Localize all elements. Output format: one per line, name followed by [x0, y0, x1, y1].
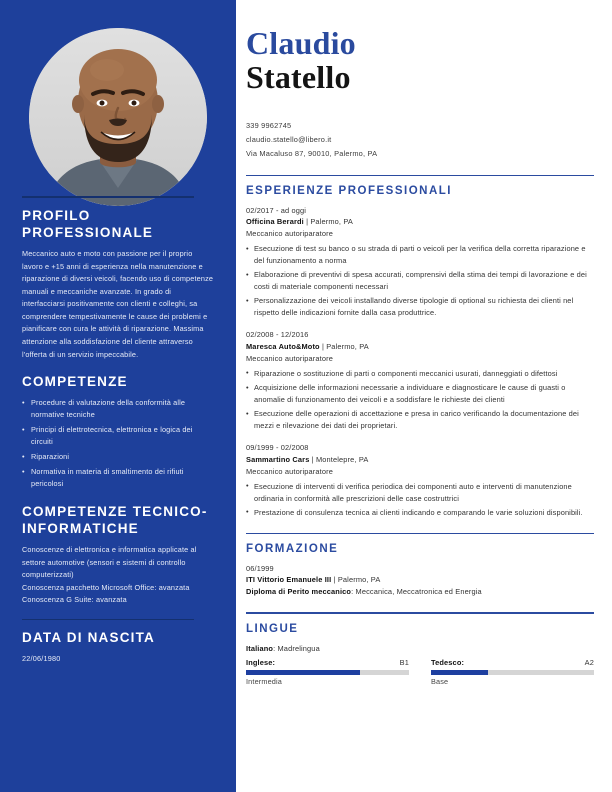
list-item: • Riparazione o sostituzione di parti o componenti meccanici usurati, danneggiati o difettosi: [246, 368, 594, 380]
section-divider: [246, 533, 594, 534]
school-location: Palermo, PA: [337, 575, 381, 585]
main-column: [246, 0, 594, 792]
language-item: [246, 658, 409, 686]
list-item: • Esecuzione delle operazioni di accettazione e presa in carico verificando la documentazione dei mezzi e rilevazione dei dati dei proprietari.: [246, 408, 594, 432]
last-name: Statello: [246, 59, 351, 96]
entry-bullets: [246, 481, 594, 519]
language-progress-track: [431, 670, 594, 675]
experience-entry: [246, 442, 594, 519]
language-level-badge: B1: [399, 658, 409, 668]
sidebar-section-birth: [22, 619, 214, 663]
company-location: Montelepre, PA: [315, 454, 369, 464]
company-location: Palermo, PA: [310, 217, 353, 227]
sidebar: [0, 0, 236, 792]
list-item: • Procedure di valutazione della conformità alle normative tecniche: [22, 397, 214, 420]
list-item: • Elaborazione di preventivi di spesa accurati, comprensivi della stima dei tempi di lavorazione e dei costi di materiale componenti necessari: [246, 269, 594, 293]
entry-organization: Officina Berardi | Palermo, PA: [246, 217, 353, 227]
company-name: Maresca Auto&Moto: [246, 341, 320, 351]
entry-bullets: [246, 243, 594, 319]
list-item: • Principi di elettrotecnica, elettronica e logica dei circuiti: [22, 424, 214, 447]
language-progress-fill: [431, 670, 488, 675]
list-item: • Esecuzione di test su banco o su strada di parti o veicoli per la verifica della corretta riparazione e del funzionamento a norma: [246, 243, 594, 267]
section-divider: [246, 612, 594, 613]
entry-organization: Maresca Auto&Moto | Palermo, PA: [246, 341, 369, 351]
language-description: Base: [431, 677, 449, 687]
list-item: • Acquisizione delle informazioni necessarie a individuare e diagnosticare le cause di guasti o anomalie di funzionamento dei veicoli e a soddisfare le richieste dei clienti: [246, 382, 594, 406]
education-heading: FORMAZIONE: [246, 542, 339, 555]
tech-skills-line: Conoscenza G Suite: avanzata: [22, 595, 127, 605]
portrait-illustration: [29, 28, 207, 206]
entry-date: 09/1999 - 02/2008: [246, 443, 309, 453]
tech-skills-line: Conoscenze di elettronica e informatica applicate al settore automotive (sensori e sistemi di controllo computerizzati): [22, 545, 197, 580]
languages-heading: LINGUE: [246, 622, 299, 635]
company-location: Palermo, PA: [326, 341, 369, 351]
list-item: • Normativa in materia di smaltimento dei rifiuti pericolosi: [22, 466, 214, 489]
entry-date: 02/2008 - 12/2016: [246, 330, 309, 340]
list-item: • Esecuzione di interventi di verifica periodica dei componenti auto e interventi di manutenzione ordinaria in conformità alle prescrizioni delle case costruttrici: [246, 481, 594, 505]
skills-list: [22, 397, 214, 489]
native-language-level: Madrelingua: [277, 643, 320, 653]
sidebar-section-skills: [22, 373, 214, 489]
name-block: [246, 0, 594, 94]
profile-text: Meccanico auto e moto con passione per il proprio lavoro e +15 anni di esperienza nella manutenzione e riparazione di diversi veicoli, facendo uso di competenze manuali e meccaniche avanzate. In grado di interfacciarsi positivamente con clienti e colleghi, sa comprendere tempestivamente le cause dei problemi e pianificare con cura le attività di riparazione. Massima attenzione alla soddisfazione del cliente attraverso l'offerta di un servizio impeccabile.: [22, 249, 214, 359]
native-language-name: Italiano: [246, 643, 274, 653]
section-divider: [246, 175, 594, 176]
skills-heading: COMPETENZE: [22, 374, 128, 390]
birth-date-value: 22/06/1980: [22, 653, 61, 663]
language-header: [431, 658, 594, 667]
education-entry: [246, 563, 594, 598]
language-name: Inglese:: [246, 658, 276, 668]
native-language: Italiano: Madrelingua: [246, 643, 320, 653]
list-item: • Riparazioni: [22, 451, 214, 463]
entry-date: 02/2017 - ad oggi: [246, 205, 307, 215]
tech-skills-heading: COMPETENZE TECNICO-INFORMATICHE: [22, 503, 208, 536]
tech-skills-line: Conoscenza pacchetto Microsoft Office: avanzata: [22, 582, 190, 592]
phone-number: 339 9962745: [246, 121, 292, 131]
sidebar-section-profile: [22, 196, 214, 361]
sidebar-content: [22, 196, 214, 675]
degree-label: Diploma di Perito meccanico: [246, 587, 352, 597]
entry-role: Meccanico autoriparatore: [246, 466, 333, 476]
language-name: Tedesco:: [431, 658, 465, 668]
list-item: • Personalizzazione dei veicoli installando diverse tipologie di optional su richiesta dei clienti nel rispetto delle indicazioni fornite dalla casa produttrice.: [246, 295, 594, 319]
list-item: • Prestazione di consulenza tecnica ai clienti indicando e comparando le varie soluzioni disponibili.: [246, 507, 594, 519]
profile-photo: [29, 28, 207, 206]
language-header: [246, 658, 409, 667]
section-divider: [22, 196, 194, 198]
birth-heading: DATA DI NASCITA: [22, 630, 155, 646]
entry-school: ITI Vittorio Emanuele III | Palermo, PA: [246, 575, 381, 585]
entry-degree: Diploma di Perito meccanico: Meccanica, Meccatronica ed Energia: [246, 587, 482, 597]
postal-address: Via Macaluso 87, 90010, Palermo, PA: [246, 148, 378, 158]
entry-bullets: [246, 368, 594, 432]
entry-role: Meccanico autoriparatore: [246, 229, 333, 239]
language-description: Intermedia: [246, 677, 282, 687]
experience-entry: [246, 205, 594, 320]
language-grid: [246, 658, 594, 686]
section-divider: [22, 619, 194, 621]
entry-role: Meccanico autoriparatore: [246, 353, 333, 363]
company-name: Sammartino Cars: [246, 454, 310, 464]
entry-date: 06/1999: [246, 563, 274, 573]
language-level-badge: A2: [584, 658, 594, 668]
language-item: [431, 658, 594, 686]
contact-info: [246, 119, 594, 160]
experience-entry: [246, 329, 594, 432]
experience-heading: ESPERIENZE PROFESSIONALI: [246, 184, 452, 197]
sidebar-section-tech-skills: [22, 503, 214, 607]
entry-organization: Sammartino Cars | Montelepre, PA: [246, 454, 369, 464]
first-name: Claudio: [246, 25, 356, 61]
email-address: claudio.statello@libero.it: [246, 135, 332, 145]
language-progress-track: [246, 670, 409, 675]
degree-detail: Meccanica, Meccatronica ed Energia: [355, 587, 482, 597]
company-name: Officina Berardi: [246, 217, 304, 227]
profile-heading: PROFILO PROFESSIONALE: [22, 207, 154, 240]
school-name: ITI Vittorio Emanuele III: [246, 575, 332, 585]
language-progress-fill: [246, 670, 360, 675]
